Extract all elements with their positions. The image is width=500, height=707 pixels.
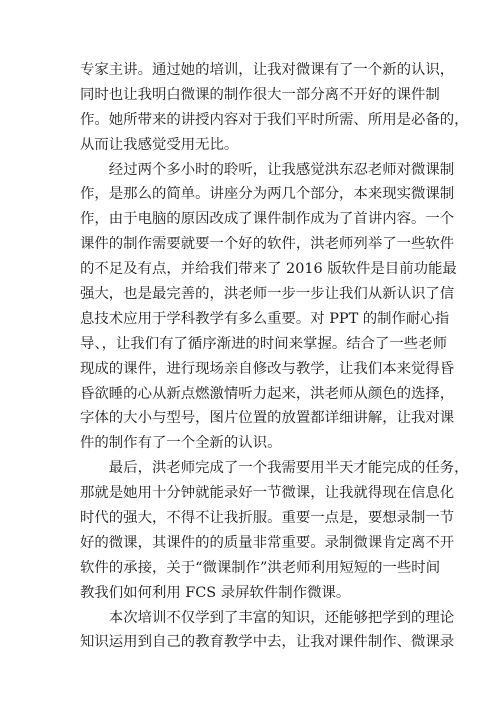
paragraph-2 xyxy=(80,158,457,457)
text-line: 作，是那么的简单。讲座分为两几个部分，本来现实微课制 xyxy=(80,186,455,203)
document-body xyxy=(80,58,469,655)
text-line: 本次培训不仅学到了丰富的知识，还能够把学到的理论 xyxy=(108,609,455,626)
paragraph-4 xyxy=(80,606,455,656)
text-line: 件的制作有了一个全新的认识。 xyxy=(80,435,282,452)
text-line: 从而让我感觉受用无比。 xyxy=(80,136,239,153)
text-line: 导、，让我们有了循序渐进的时间来掌握。结合了一些老师 xyxy=(80,335,447,352)
text-line: 专家主讲。通过她的培训，让我对微课有了一个新的认识， xyxy=(80,62,455,78)
text-line: 课件的制作需要就要一个好的软件，洪老师列举了一些软件 xyxy=(80,236,455,253)
text-line: 最后，洪老师完成了一个我需要用半天才能完成的任务， xyxy=(108,460,469,477)
paragraph-3 xyxy=(80,456,469,605)
text-line: 的不足及有点，并给我们带来了 2016 版软件是目前功能最 xyxy=(80,261,457,278)
text-line: 作。她所带来的讲授内容对于我们平时所需、所用是必备的， xyxy=(80,111,469,128)
text-line: 作，由于电脑的原因改成了课件制作成为了首讲内容。一个 xyxy=(80,211,455,228)
text-line: 强大，也是最完善的，洪老师一步一步让我们从新认识了信 xyxy=(80,286,455,303)
text-line: 那就是她用十分钟就能录好一节微课，让我就得现在信息化 xyxy=(80,485,455,502)
paragraph-1 xyxy=(80,58,469,158)
text-line: 现成的课件，进行现场亲自修改与教学，让我们本来觉得昏 xyxy=(80,360,455,377)
text-line: 同时也让我明白微课的制作很大一部分离不开好的课件制 xyxy=(80,86,440,103)
text-line: 知识运用到自己的教育教学中去，让我对课件制作、微课录 xyxy=(80,634,455,651)
text-line: 昏欲睡的心从新点燃激情听力起来，洪老师从颜色的选择， xyxy=(80,385,455,402)
text-line: 经过两个多小时的聆听，让我感觉洪东忍老师对微课制 xyxy=(108,161,455,178)
text-line: 教我们如何利用 FCS 录屏软件制作微课。 xyxy=(80,584,351,601)
text-line: 软件的承接，关于“微课制作”洪老师利用短短的一些时间 xyxy=(80,559,441,576)
text-line: 字体的大小与型号，图片位置的放置都详细讲解，让我对课 xyxy=(80,410,455,427)
text-line: 时代的强大，不得不让我折服。重要一点是，要想录制一节 xyxy=(80,510,455,527)
text-line: 好的微课，其课件的的质量非常重要。录制微课肯定离不开 xyxy=(80,534,455,551)
text-line: 息技术应用于学科教学有多么重要。对 PPT 的制作耐心指 xyxy=(80,310,450,327)
